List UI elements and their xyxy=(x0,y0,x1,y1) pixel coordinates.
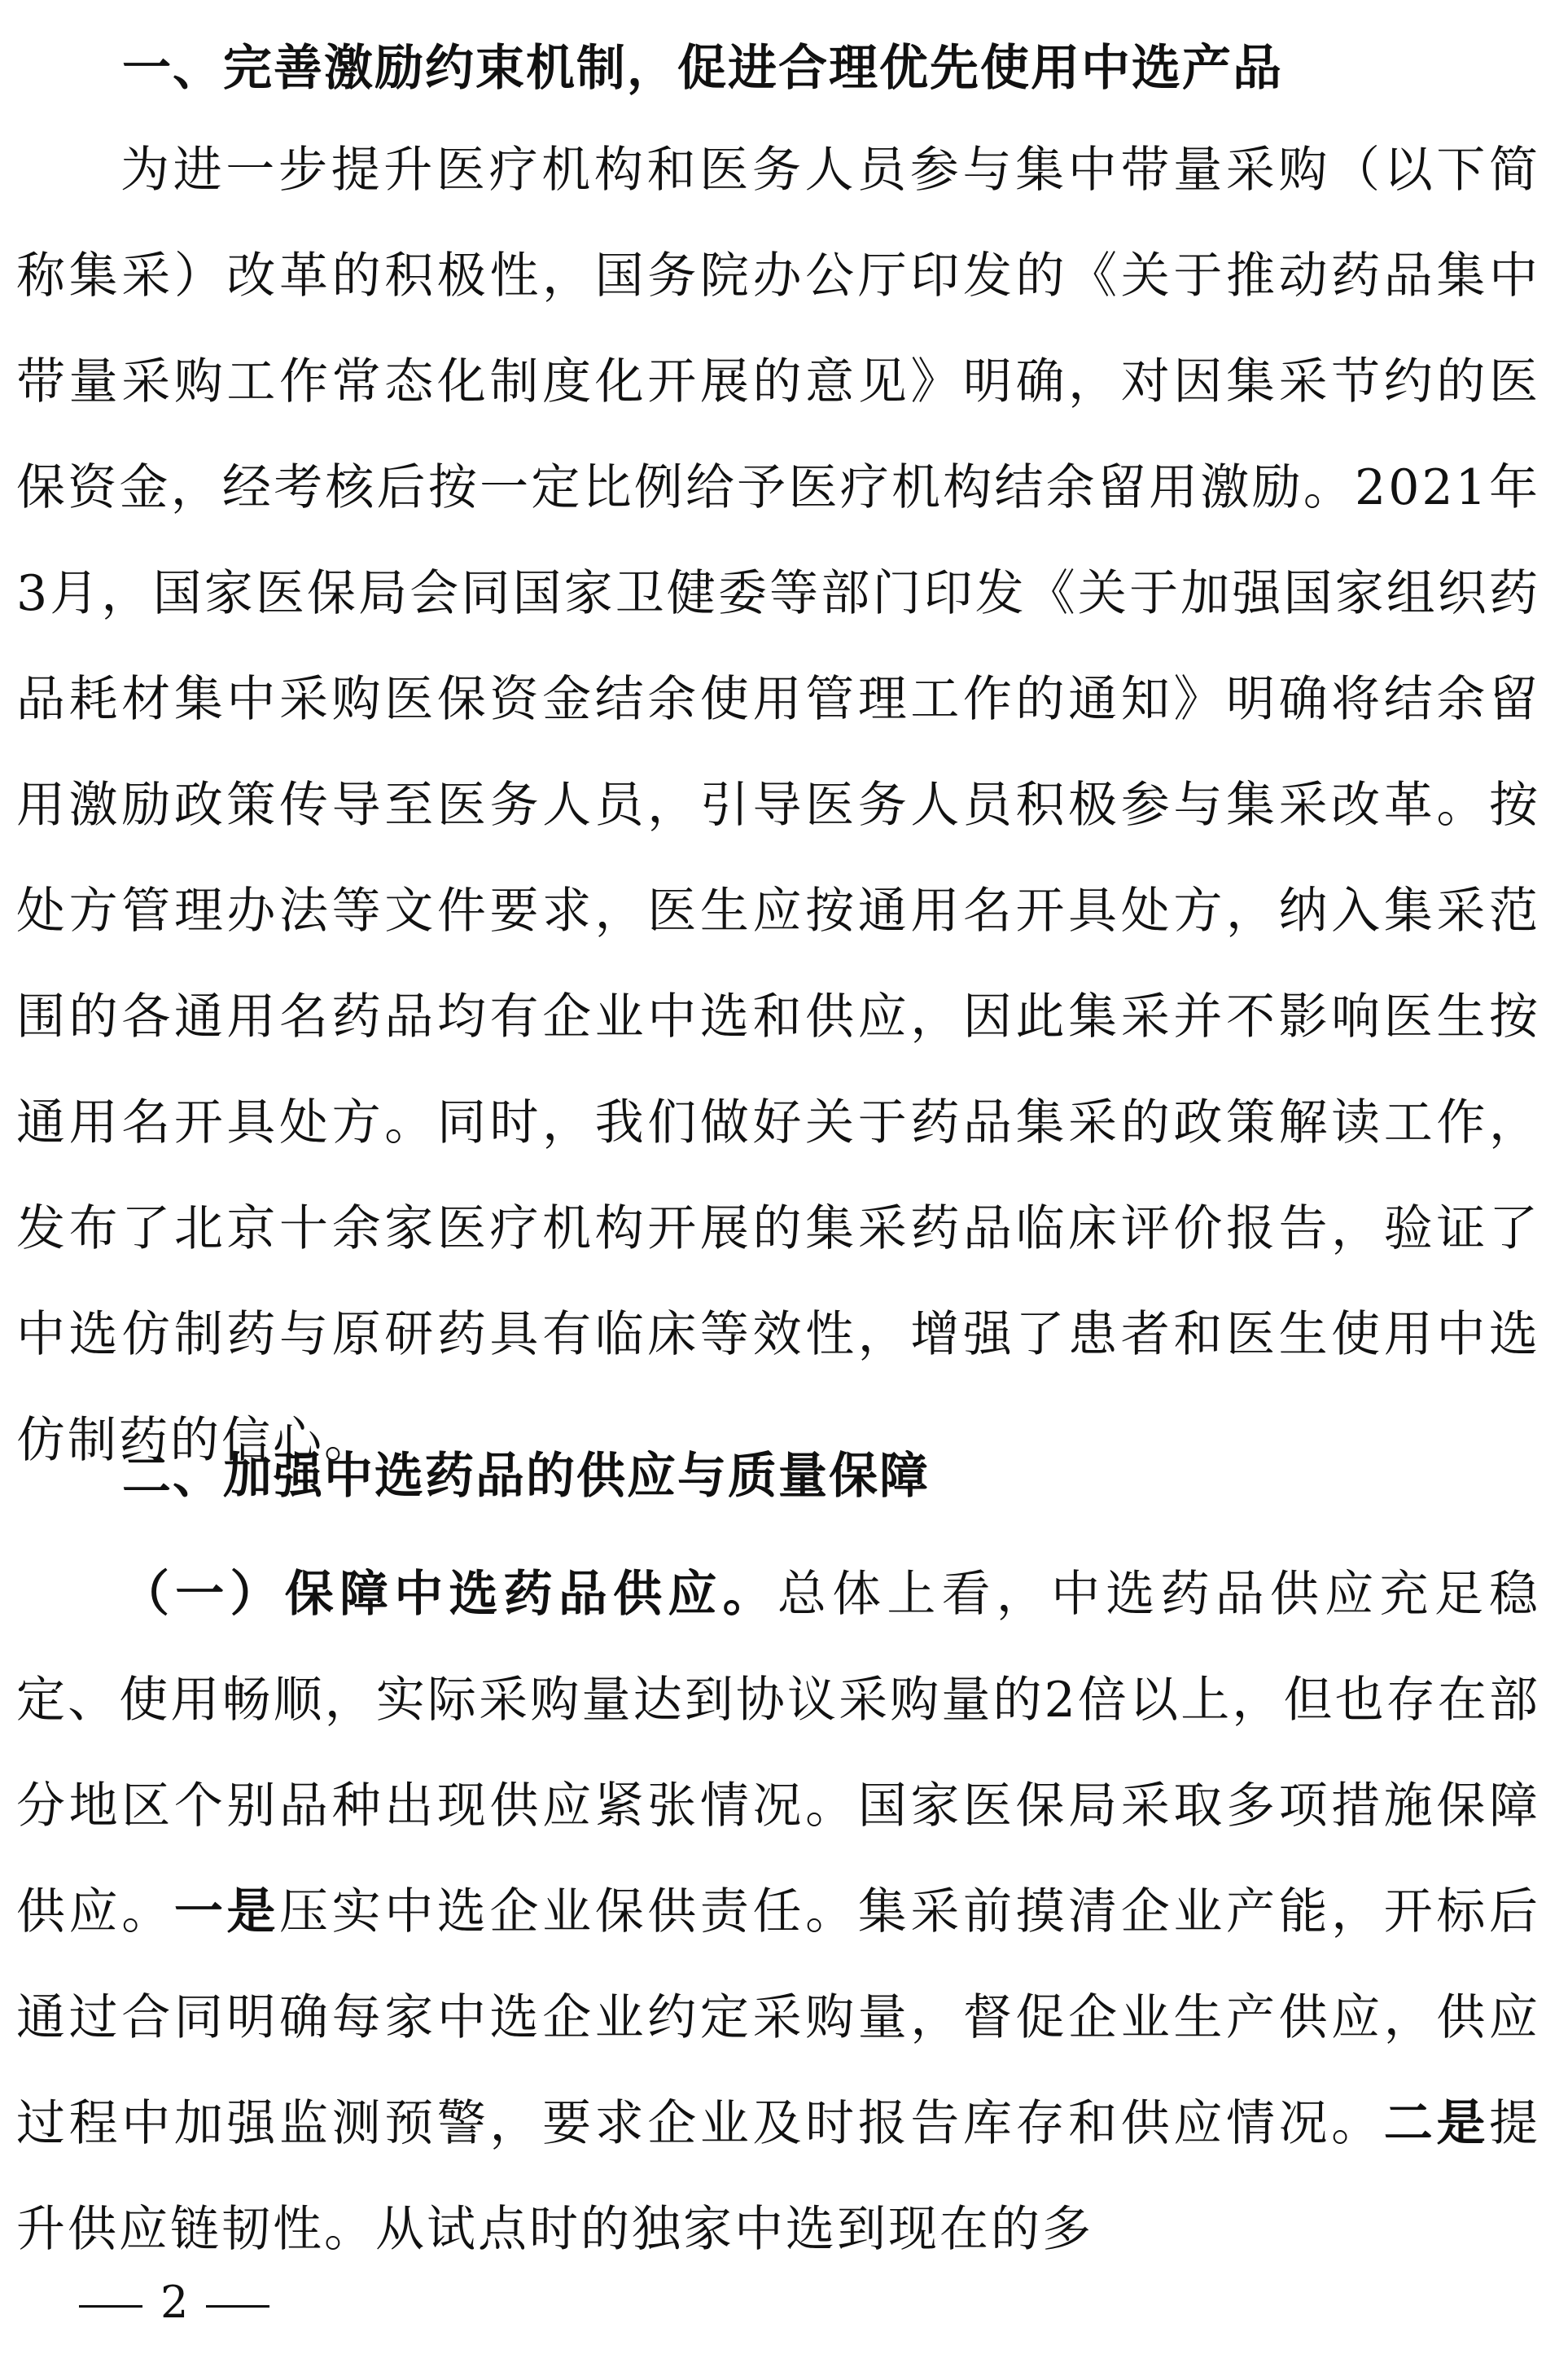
paragraph-text-2: 压实中选企业保供责任。集采前摸清企业产能，开标后通过合同明确每家中选企业约定采购量，督促企业生产供应，供应过程中加强监测预警，要求企业及时报告库存和供应情况。 xyxy=(16,1883,1541,2152)
footer-dash-left xyxy=(79,2305,142,2308)
page-number: 2 xyxy=(160,2277,189,2328)
paragraph-text-1: 总体上看，中选药品供应充足稳定、使用畅顺，实际采购量达到协议采购量的2倍以上，但也存在部分地区个别品种出现供应紧张情况。国家医保局采取多项措施保障供应。 xyxy=(16,1566,1541,1940)
point-two-label: 二是 xyxy=(1383,2095,1490,2152)
section-2-paragraph xyxy=(16,1541,1540,2282)
section-1-paragraph: 为进一步提升医疗机构和医务人员参与集中带量采购（以下简称集采）改革的积极性，国务院办公厅印发的《关于推动药品集中带量采购工作常态化制度化开展的意见》明确，对因集采节约的医保资金，经考核后按一定比例给予医疗机构结余留用激励。2021年3月，国家医保局会同国家卫健委等部门印发《关于加强国家组织药品耗材集中采购医保资金结余使用管理工作的通知》明确将结余留用激励政策传导至医务人员，引导医务人员积极参与集采改革。按处方管理办法等文件要求，医生应按通用名开具处方，纳入集采范围的各通用名药品均有企业中选和供应，因此集采并不影响医生按通用名开具处方。同时，我们做好关于药品集采的政策解读工作，发布了北京十余家医疗机构开展的集采药品临床评价报告，验证了中选仿制药与原研药具有临床等效性，增强了患者和医生使用中选仿制药的信心。 xyxy=(16,142,1540,1469)
footer-dash-right xyxy=(206,2305,269,2308)
page-footer xyxy=(61,2277,287,2329)
section-2-heading: 二、加强中选药品的供应与质量保障 xyxy=(122,1448,930,1505)
paragraph-text-3: 提升供应链韧性。从试点时的独家中选到现在的多 xyxy=(16,2095,1541,2258)
section-1-heading: 一、完善激励约束机制，促进合理优先使用中选产品 xyxy=(122,40,1283,97)
point-one-label: 一是 xyxy=(173,1883,280,1940)
subsection-1-lead: （一）保障中选药品供应。 xyxy=(120,1566,777,1623)
